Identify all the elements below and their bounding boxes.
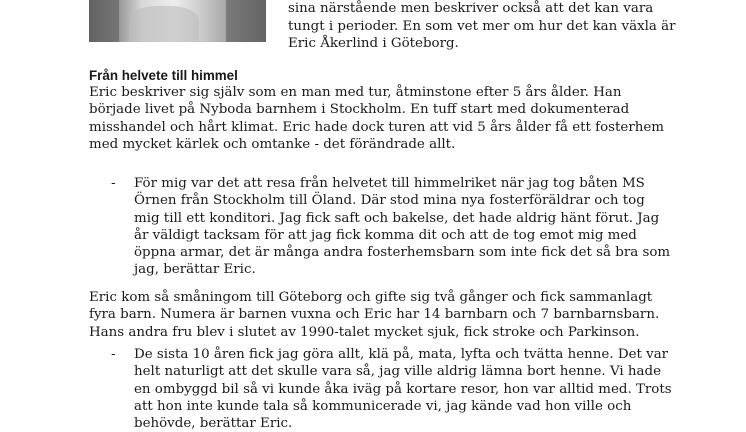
photo-shadow-left bbox=[89, 0, 119, 42]
intro-text: sina närstående men beskriver också att det kan vara tungt i perioder. En som vet mer om hur det kan växla är Eric Åkerlind i Göteborg. bbox=[288, 1, 676, 51]
quote-2-text: De sista 10 åren fick jag göra allt, klä på, mata, lyfta och tvätta henne. Det var helt naturligt att det skulle vara så, jag ville aldrig lämna bort henne. Vi hade en ombyggd bil så vi kunde åka iväg på kortare resor, hon var alltid med. Trots att hon inte kunde tala så kommunicerade vi, jag kände vad hon ville och behövde, berättar Eric. bbox=[134, 347, 672, 432]
paragraph-2: Eric kom så småningom till Göteborg och gifte sig två gånger och fick sammanlagt fyra barn. Numera är barnen vuxna och Eric har 14 barnbarn och 7 barnbarnsbarn. Hans andra fru blev i slutet av 1990-talet mycket sjuk, fick stroke och Parkinson. bbox=[89, 290, 660, 340]
photo-figure bbox=[129, 6, 199, 42]
paragraph-1: Eric beskriver sig själv som en man med tur, åtminstone efter 5 års ålder. Han började livet på Nyboda barnhem i Stockholm. En tuff start med dokumenterad misshandel och hårt klimat. Eric hade dock turen att vid 5 års ålder få ett fosterhem med mycket kärlek och omtanke - det förändrade allt. bbox=[89, 85, 664, 152]
photo-shadow-right bbox=[226, 0, 266, 42]
quote-2-bullet: - bbox=[111, 347, 116, 362]
intro-column bbox=[288, 0, 728, 53]
portrait-photo bbox=[89, 0, 266, 42]
quote-1-bullet: - bbox=[111, 176, 116, 191]
quote-1-text: För mig var det att resa från helvetet till himmelriket när jag tog båten MS Örnen från Stockholm till Öland. Där stod mina nya fosterföräldrar och tog mig till ett konditori. Jag fick saft och bakelse, det hade aldrig hänt förut. Jag år väldigt tacksam för att jag fick komma dit och att de tog emot mig med öppna armar, det är många andra fosterhemsbarn som inte fick det så bra som jag, berättar Eric. bbox=[134, 176, 671, 278]
section-heading: Från helvete till himmel bbox=[89, 68, 238, 83]
